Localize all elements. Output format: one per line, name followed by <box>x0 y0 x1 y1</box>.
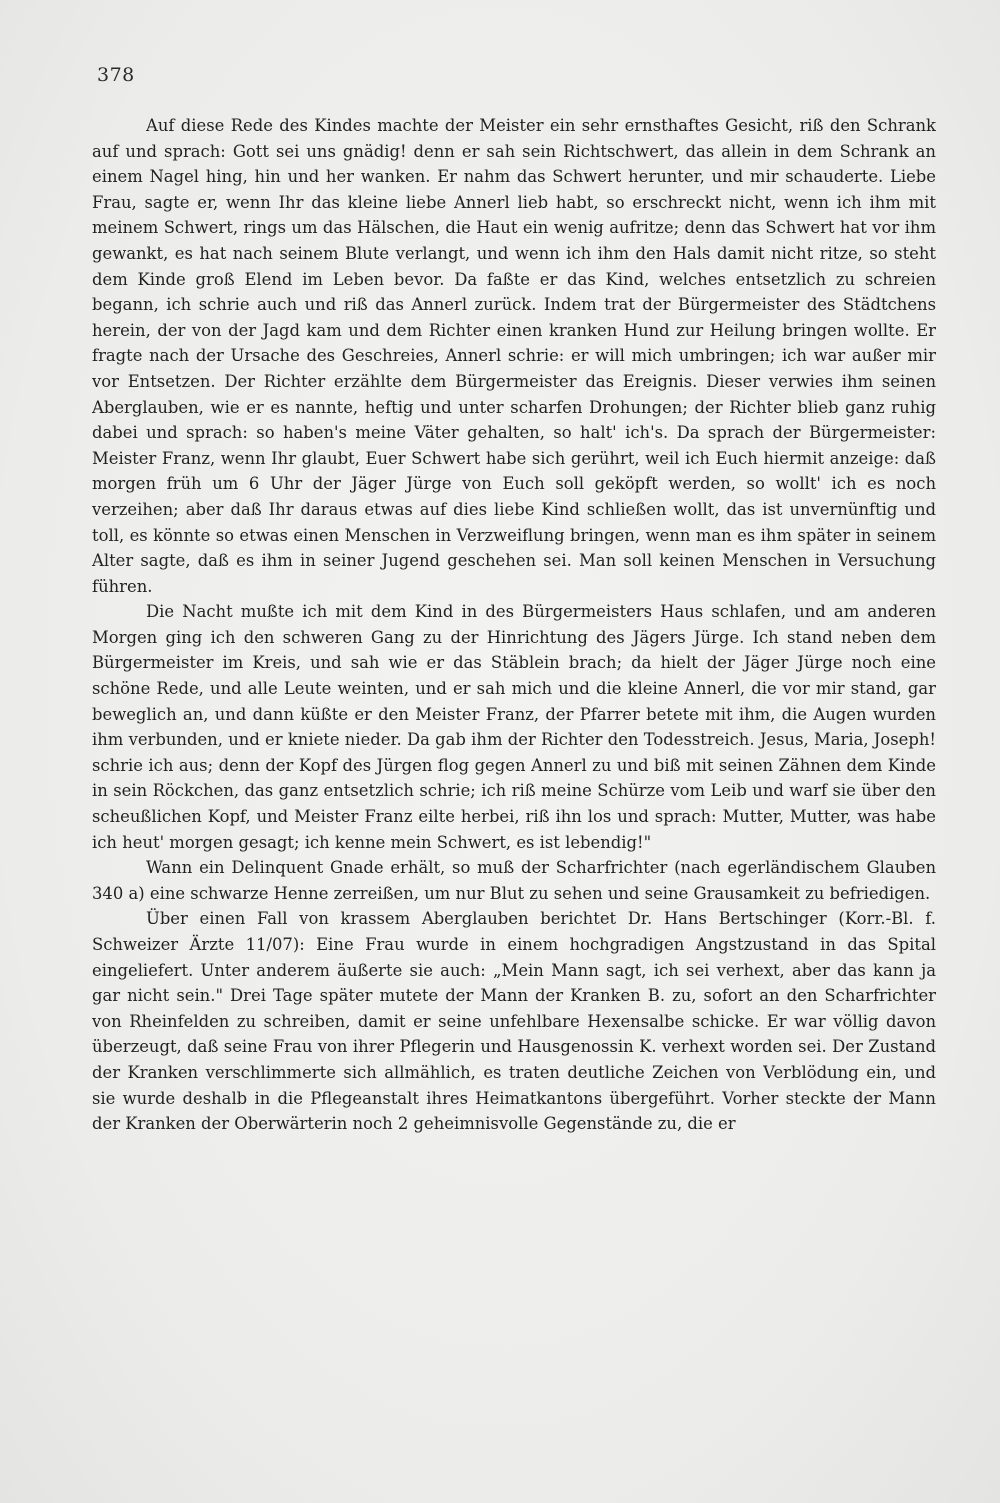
paragraph: Wann ein Delinquent Gnade erhält, so muß der Scharfrichter (nach egerländischem Glauben 340 a) eine schwarze Henne zerreißen, um nur Blut zu sehen und seine Grausamkeit zu befriedigen. <box>92 858 936 903</box>
paragraph: Die Nacht mußte ich mit dem Kind in des Bürgermeisters Haus schlafen, und am anderen Morgen ging ich den schweren Gang zu der Hinrichtung des Jägers Jürge. Ich stand neben dem Bürgermeister im Kreis, und sah wie er das Stäblein brach; da hielt der Jäger Jürge noch eine schöne Rede, und alle Leute weinten, und er sah mich und die kleine Annerl, die vor mir stand, gar beweglich an, und dann küßte er den Meister Franz, der Pfarrer betete mit ihm, die Augen wurden ihm verbunden, und er kniete nieder. Da gab ihm der Richter den Todesstreich. Jesus, Maria, Joseph! schrie ich aus; denn der Kopf des Jürgen flog gegen Annerl zu und biß mit seinen Zähnen dem Kinde in sein Röckchen, das ganz entsetzlich schrie; ich riß meine Schürze vom Leib und warf sie über den scheußlichen Kopf, und Meister Franz eilte herbei, riß ihn los und sprach: Mutter, Mutter, was habe ich heut' morgen gesagt; ich kenne mein Schwert, es ist lebendig!" <box>92 602 936 852</box>
page-number: 378 <box>97 64 135 86</box>
paragraph: Über einen Fall von krassem Aberglauben berichtet Dr. Hans Bertschinger (Korr.-Bl. f. Schweizer Ärzte 11/07): Eine Frau wurde in einem hochgradigen Angstzustand in das Spital eingeliefert. Unter anderem äußerte sie auch: „Mein Mann sagt, ich sei verhext, aber das kann ja gar nicht sein." Drei Tage später mutete der Mann der Kranken B. zu, sofort an den Scharfrichter von Rheinfelden zu schreiben, damit er seine unfehlbare Hexensalbe schicke. Er war völlig davon überzeugt, daß seine Frau von ihrer Pflegerin und Hausgenossin K. verhext worden sei. Der Zustand der Kranken verschlimmerte sich allmählich, es traten deutliche Zeichen von Verblödung ein, und sie wurde deshalb in die Pflegeanstalt ihres Heimatkantons übergeführt. Vorher steckte der Mann der Kranken der Oberwärterin noch 2 geheimnisvolle Gegenstände zu, die er <box>92 909 936 1134</box>
paragraph: Auf diese Rede des Kindes machte der Meister ein sehr ernsthaftes Gesicht, riß den Schrank auf und sprach: Gott sei uns gnädig! denn er sah sein Richtschwert, das allein in dem Schrank an einem Nagel hing, hin und her wanken. Er nahm das Schwert herunter, und mir schauderte. Liebe Frau, sagte er, wenn Ihr das kleine liebe Annerl lieb habt, so erschreckt nicht, wenn ich ihm mit meinem Schwert, rings um das Hälschen, die Haut ein wenig aufritze; denn das Schwert hat vor ihm gewankt, es hat nach seinem Blute verlangt, und wenn ich ihm den Hals damit nicht ritze, so steht dem Kinde groß Elend im Leben bevor. Da faßte er das Kind, welches entsetzlich zu schreien begann, ich schrie auch und riß das Annerl zurück. Indem trat der Bürgermeister des Städtchens herein, der von der Jagd kam und dem Richter einen kranken Hund zur Heilung bringen wollte. Er fragte nach der Ursache des Geschreies, Annerl schrie: er will mich umbringen; ich war außer mir vor Entsetzen. Der Richter erzählte dem Bürgermeister das Ereignis. Dieser verwies ihm seinen Aberglauben, wie er es nannte, heftig und unter scharfen Drohungen; der Richter blieb ganz ruhig dabei und sprach: so haben's meine Väter gehalten, so halt' ich's. Da sprach der Bürgermeister: Meister Franz, wenn Ihr glaubt, Euer Schwert habe sich gerührt, weil ich Euch hiermit anzeige: daß morgen früh um 6 Uhr der Jäger Jürge von Euch soll geköpft werden, so wollt' ich es noch verzeihen; aber daß Ihr daraus etwas auf dies liebe Kind schließen wollt, das ist unvernünftig und toll, es könnte so etwas einen Menschen in Verzweiflung bringen, wenn man es ihm später in seinem Alter sagte, daß es ihm in seiner Jugend geschehen sei. Man soll keinen Menschen in Versuchung führen. <box>92 116 936 596</box>
body-text <box>92 113 936 1137</box>
